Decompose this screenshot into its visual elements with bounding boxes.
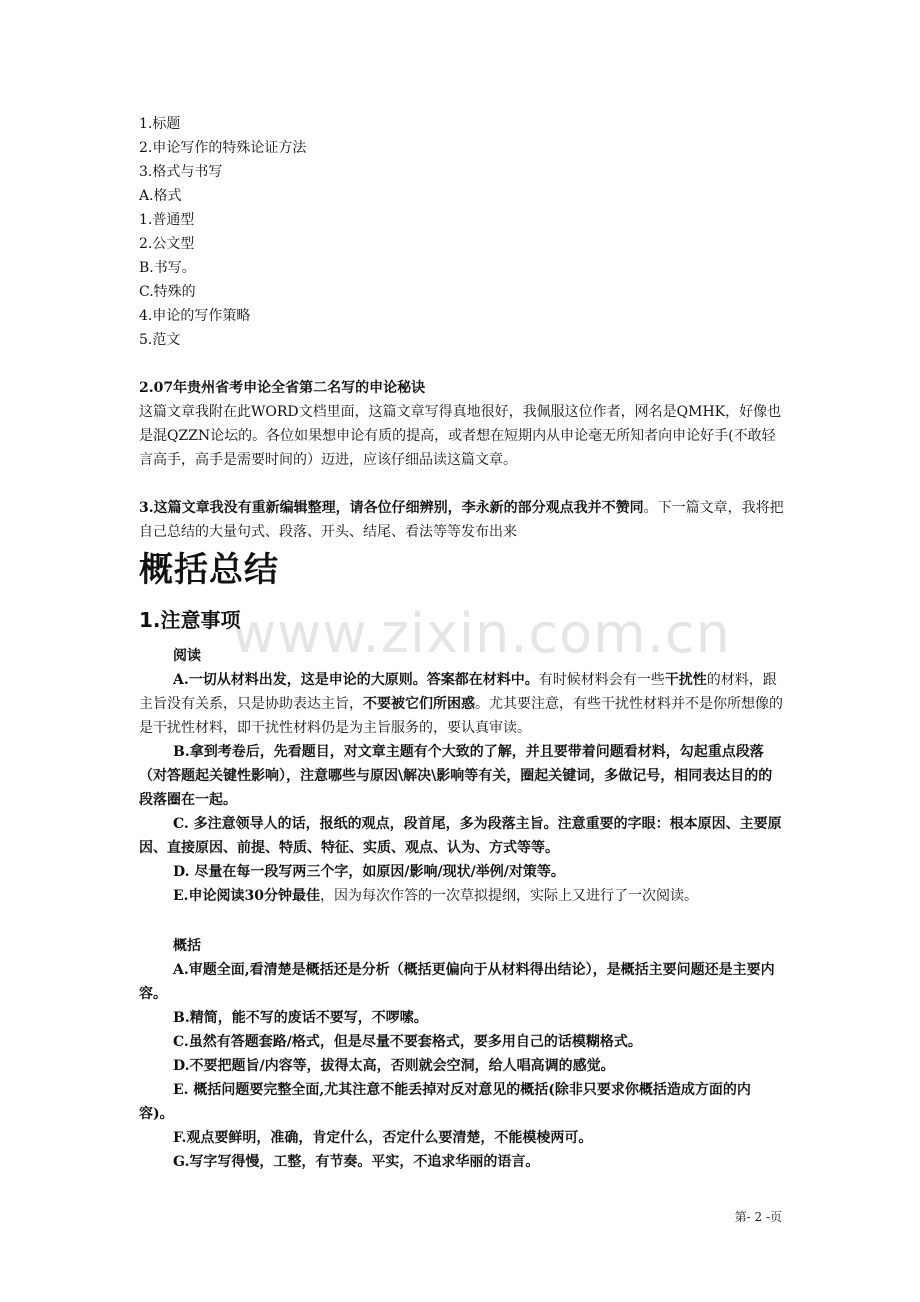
summary-item-a: A.审题全面,看清楚是概括还是分析（概括更偏向于从材料得出结论），是概括主要问题还是主要内容。 (139, 962, 775, 1002)
toc-item: 2.公文型 (139, 236, 195, 252)
note2-title: 2.07年贵州省考申论全省第二名写的申论秘诀 (139, 380, 426, 396)
toc-item: 4.申论的写作策略 (139, 308, 251, 324)
reading-label: 阅读 (173, 648, 201, 664)
reading-a-text: 有时候材料会有一些 (538, 672, 665, 688)
summary-item-e: E. 概括问题要完整全面,尤其注意不能丢掉对反对意见的概括(除非只要求你概括造成方面的内容)。 (139, 1082, 751, 1122)
spacer (139, 352, 784, 376)
toc-list (139, 112, 784, 352)
reading-item-a (139, 668, 784, 740)
reading-a-text2: 的材料，跟主旨没有关系，只是协助表达主旨， (139, 672, 777, 712)
reading-e-bold: E.申论阅读30分钟最佳 (173, 888, 321, 904)
reading-a-bold2: 干扰性 (664, 672, 707, 688)
toc-item: A.格式 (139, 188, 182, 204)
toc-item: 1.标题 (139, 116, 181, 132)
reading-item-b: B.拿到考卷后，先看题目，对文章主题有个大致的了解，并且要带着问题看材料，勾起重点段落（对答题起关键性影响），注意哪些与原因\解决\影响等有关，圈起关键词，多做记号，相同表达目的的段落圈在一起。 (139, 744, 773, 808)
watermark: www.zixin.com.cn (232, 602, 731, 665)
reading-a-bold3: 不要被它们所困惑 (363, 696, 475, 712)
summary-item-f: F.观点要鲜明，准确，肯定什么，否定什么要清楚，不能模棱两可。 (173, 1130, 593, 1146)
reading-item-d: D. 尽量在每一段写两三个字，如原因/影响/现状/举例/对策等。 (173, 864, 565, 880)
summary-item-b: B.精简，能不写的废话不要写，不啰嗦。 (173, 1010, 428, 1026)
toc-item: 5.范文 (139, 332, 181, 348)
summary-item-g: G.写字写得慢，工整，有节奏。平实，不追求华丽的语言。 (173, 1154, 540, 1170)
note3-paragraph (139, 496, 784, 544)
reading-e-text: ，因为每次作答的一次草拟提纲，实际上又进行了一次阅读。 (320, 888, 699, 904)
summary-item-d: D.不要把题旨/内容等，拔得太高，否则就会空洞，给人唱高调的感觉。 (173, 1058, 615, 1074)
page-number: 第- 2 -页 (734, 1210, 782, 1224)
spacer (139, 472, 784, 496)
reading-a-text3: 。尤其要注意，有些干扰性材料并不是你所想像的是干扰性材料，即干扰性材料仍是为主旨服务的，要认真审读。 (139, 696, 783, 736)
toc-item: 1.普通型 (139, 212, 195, 228)
toc-item: 2.申论写作的特殊论证方法 (139, 140, 307, 156)
document-content (139, 112, 784, 1174)
note2-body: 这篇文章我附在此WORD文档里面，这篇文章写得真地很好，我佩服这位作者，网名是QMHK，好像也是混QZZN论坛的。各位如果想申论有质的提高，或者想在短期内从申论毫无所知者向申论好手(不敢轻言高手，高手是需要时间的）迈进，应该仔细品读这篇文章。 (139, 404, 782, 468)
toc-item: 3.格式与书写 (139, 164, 223, 180)
toc-item: B.书写。 (139, 260, 196, 276)
summary-item-c: C.虽然有答题套路/格式，但是尽量不要套格式，要多用自己的话模糊格式。 (173, 1034, 642, 1050)
summary-label: 概括 (173, 938, 201, 954)
reading-item-c: C. 多注意领导人的话，报纸的观点，段首尾，多为段落主旨。注意重要的字眼：根本原因、主要原因、直接原因、前提、特质、特征、实质、观点、认为、方式等等。 (139, 816, 782, 856)
note3-bold: 3.这篇文章我没有重新编辑整理，请各位仔细辨别，李永新的部分观点我并不赞同 (139, 500, 644, 516)
toc-item: C.特殊的 (139, 284, 196, 300)
spacer (139, 908, 784, 932)
section1-heading: 1.注意事项 (139, 608, 241, 632)
note3-rest: 。下一篇文章，我将把自己总结的大量句式、段落、开头、结尾、看法等等发布出来 (139, 500, 784, 540)
reading-item-e (139, 884, 784, 908)
summary-heading: 概括总结 (139, 550, 279, 590)
reading-a-bold: A.一切从材料出发，这是申论的大原则。答案都在材料中。 (173, 672, 539, 688)
